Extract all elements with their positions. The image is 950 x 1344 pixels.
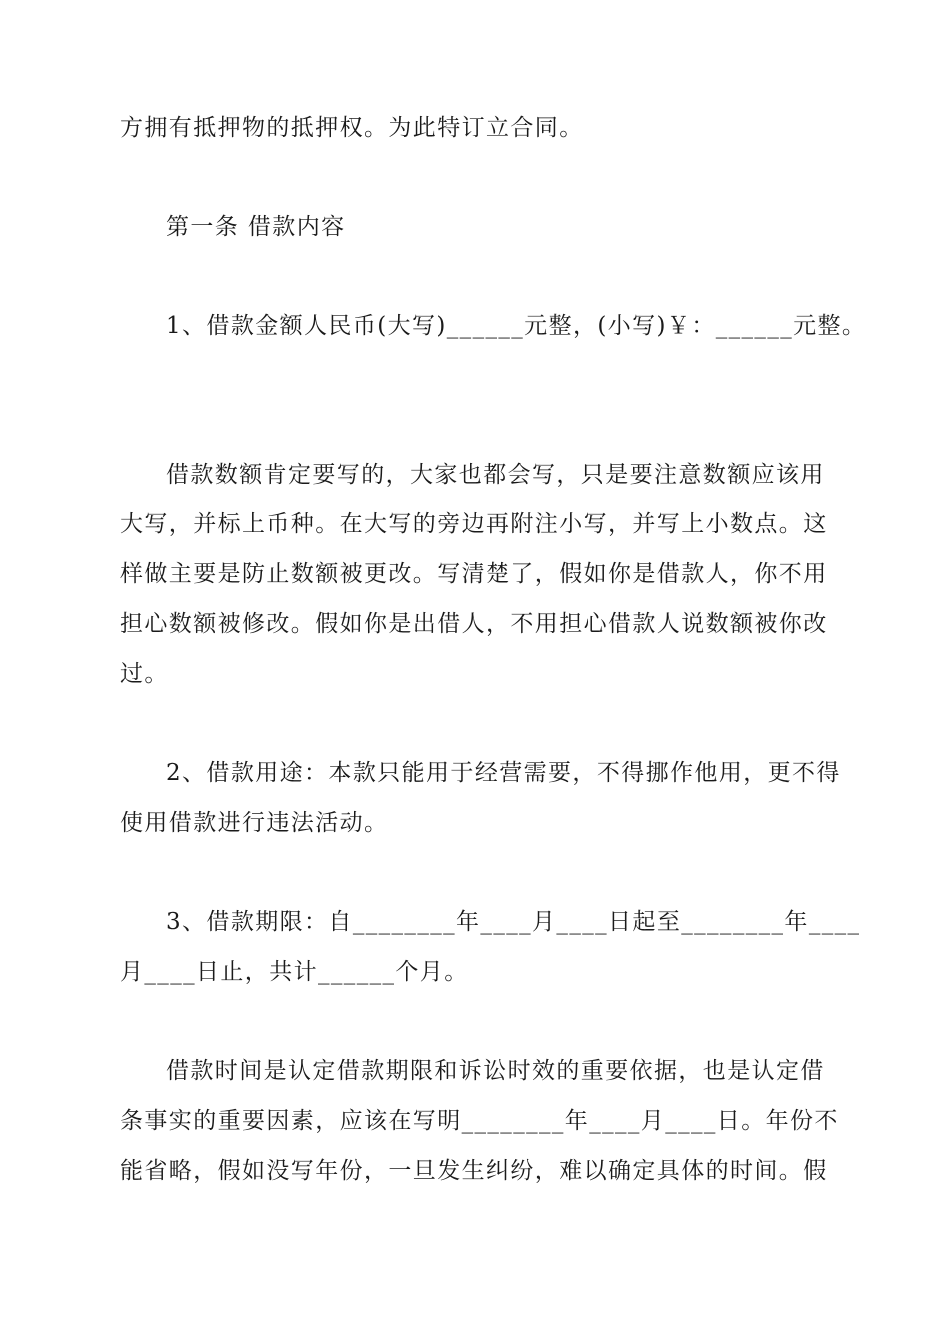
paragraph-line: 条事实的重要因素，应该在写明________年____月____日。年份不	[120, 1108, 839, 1134]
paragraph-line: 借款数额肯定要写的，大家也都会写，只是要注意数额应该用	[166, 462, 825, 488]
paragraph-line: 过。	[120, 661, 169, 687]
loan-term-clause: 3、借款期限：自________年____月____日起至________年____	[166, 909, 861, 935]
loan-purpose-clause: 2、借款用途：本款只能用于经营需要，不得挪作他用，更不得	[166, 760, 841, 786]
paragraph-line: 借款时间是认定借款期限和诉讼时效的重要依据，也是认定借	[166, 1058, 825, 1084]
paragraph-line: 能省略，假如没写年份，一旦发生纠纷，难以确定具体的时间。假	[120, 1158, 828, 1184]
article-heading: 第一条 借款内容	[166, 214, 346, 240]
paragraph-line: 使用借款进行违法活动。	[120, 810, 389, 836]
paragraph-line: 大写，并标上币种。在大写的旁边再附注小写，并写上小数点。这	[120, 511, 828, 537]
paragraph-line: 方拥有抵押物的抵押权。为此特订立合同。	[120, 115, 584, 141]
paragraph-line: 月____日止，共计______个月。	[120, 959, 469, 985]
paragraph-line: 担心数额被修改。假如你是出借人，不用担心借款人说数额被你改	[120, 611, 828, 637]
paragraph-line: 样做主要是防止数额被更改。写清楚了，假如你是借款人，你不用	[120, 561, 828, 587]
loan-amount-clause: 1、借款金额人民币(大写)______元整，(小写)￥：______元整。	[166, 313, 867, 339]
